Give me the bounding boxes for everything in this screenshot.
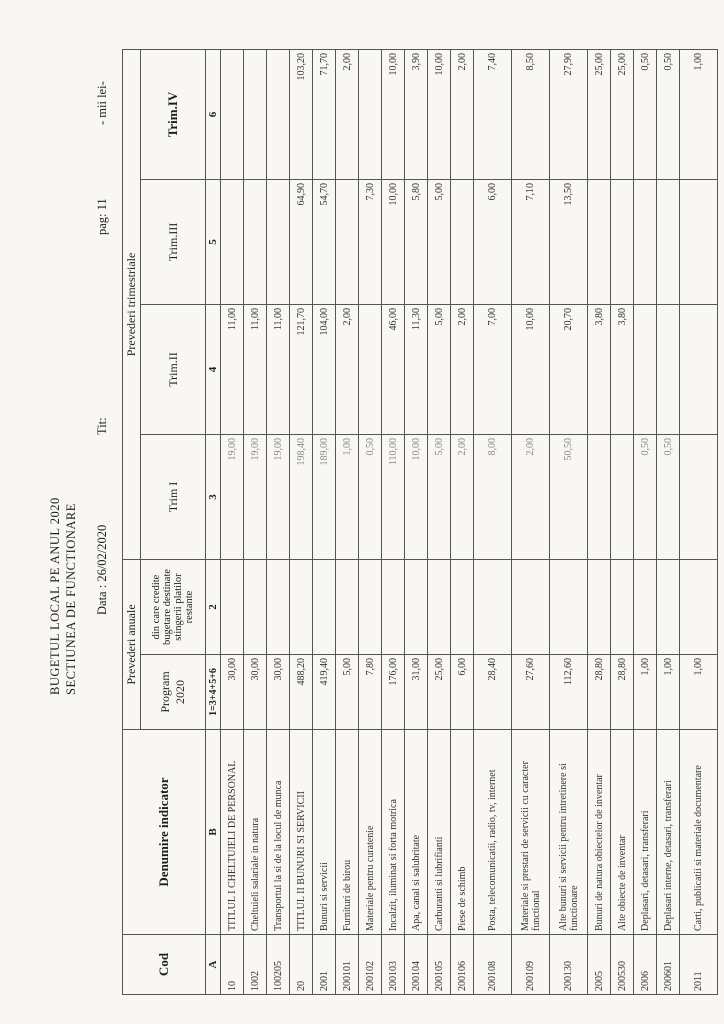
row-cod: 20 (290, 935, 313, 995)
row-din-care (313, 559, 336, 654)
row-din-care (588, 559, 611, 654)
row-denumire: Posta, telecomunicatii, radio, tv, internet (474, 730, 512, 935)
row-cod: 200109 (512, 935, 550, 995)
row-program: 28,40 (474, 655, 512, 730)
document-title: BUGETUL LOCAL PE ANUL 2020 (48, 497, 62, 695)
row-din-care (512, 559, 550, 654)
row-denumire: Carburanti si lubrifianti (428, 730, 451, 935)
row-trim4: 27,90 (550, 49, 588, 179)
row-din-care (611, 559, 634, 654)
row-trim1: 1,00 (336, 434, 359, 559)
row-din-care (382, 559, 405, 654)
row-cod: 200601 (657, 935, 680, 995)
row-trim4: 2,00 (451, 49, 474, 179)
row-din-care (550, 559, 588, 654)
row-trim3: 7,10 (512, 179, 550, 304)
col-header-trim1: Trim I (141, 434, 206, 559)
row-trim1: 19,00 (267, 434, 290, 559)
row-program: 1,00 (657, 655, 680, 730)
row-program: 5,00 (336, 655, 359, 730)
col-header-denumire: Denumire indicator (123, 730, 206, 935)
table-row (512, 49, 550, 994)
row-program: 112,60 (550, 655, 588, 730)
row-trim4: 10,00 (428, 49, 451, 179)
document-tit: Tit: (95, 417, 109, 435)
row-denumire: Carti, publicatii si materiale documentare (680, 730, 718, 935)
row-din-care (244, 559, 267, 654)
table-row (221, 49, 244, 994)
row-trim4 (267, 49, 290, 179)
row-din-care (474, 559, 512, 654)
row-trim1: 189,00 (313, 434, 336, 559)
row-program: 25,00 (428, 655, 451, 730)
row-trim3 (451, 179, 474, 304)
row-denumire: Materiale pentru curatenie (359, 730, 382, 935)
row-cod: 200106 (451, 935, 474, 995)
row-trim4: 2,00 (336, 49, 359, 179)
row-trim2 (680, 304, 718, 434)
table-row (680, 49, 718, 994)
row-trim4: 10,00 (382, 49, 405, 179)
col-header-cod: Cod (123, 935, 206, 995)
row-cod: 200108 (474, 935, 512, 995)
row-program: 7,80 (359, 655, 382, 730)
row-trim1 (588, 434, 611, 559)
row-program: 6,00 (451, 655, 474, 730)
row-trim1 (680, 434, 718, 559)
table-row (611, 49, 634, 994)
col-index-formula: 1=3+4+5+6 (206, 655, 221, 730)
row-cod: 1002 (244, 935, 267, 995)
row-din-care (451, 559, 474, 654)
row-cod: 200105 (428, 935, 451, 995)
table-row (290, 49, 313, 994)
col-index-6: 6 (206, 49, 221, 179)
table-row (359, 49, 382, 994)
col-index-4: 4 (206, 304, 221, 434)
row-cod: 2011 (680, 935, 718, 995)
row-din-care (680, 559, 718, 654)
row-trim4: 25,00 (611, 49, 634, 179)
row-trim2: 2,00 (451, 304, 474, 434)
document-date: Data : 26/02/2020 (95, 524, 109, 615)
row-trim2 (657, 304, 680, 434)
row-trim2: 11,00 (244, 304, 267, 434)
row-trim4: 1,00 (680, 49, 718, 179)
row-program: 30,00 (267, 655, 290, 730)
row-din-care (267, 559, 290, 654)
row-trim3 (657, 179, 680, 304)
row-trim4: 0,50 (657, 49, 680, 179)
row-trim1: 0,50 (359, 434, 382, 559)
row-denumire: Alte bunuri si servicii pentru intretinere si functionare (550, 730, 588, 935)
row-trim2: 3,80 (588, 304, 611, 434)
row-denumire: Alte obiecte de inventar (611, 730, 634, 935)
row-trim4: 103,20 (290, 49, 313, 179)
table-row (267, 49, 290, 994)
row-trim2: 5,00 (428, 304, 451, 434)
row-trim1: 110,00 (382, 434, 405, 559)
row-trim2: 46,00 (382, 304, 405, 434)
row-trim2: 121,70 (290, 304, 313, 434)
row-trim3: 6,00 (474, 179, 512, 304)
row-trim4: 7,40 (474, 49, 512, 179)
row-trim2 (634, 304, 657, 434)
row-trim4: 8,50 (512, 49, 550, 179)
col-header-trim4: Trim.IV (141, 49, 206, 179)
table-row (474, 49, 512, 994)
row-trim2: 7,00 (474, 304, 512, 434)
col-index-3: 3 (206, 434, 221, 559)
budget-table-body (221, 49, 718, 994)
row-program: 28,80 (588, 655, 611, 730)
row-cod: 200130 (550, 935, 588, 995)
row-trim3: 7,30 (359, 179, 382, 304)
row-trim1: 0,50 (634, 434, 657, 559)
row-trim3 (221, 179, 244, 304)
rotated-budget-sheet (40, 35, 704, 995)
row-trim3: 10,00 (382, 179, 405, 304)
row-trim3: 64,90 (290, 179, 313, 304)
row-din-care (336, 559, 359, 654)
row-din-care (359, 559, 382, 654)
row-trim2: 11,30 (405, 304, 428, 434)
row-trim4: 25,00 (588, 49, 611, 179)
row-trim3: 5,00 (428, 179, 451, 304)
table-row (382, 49, 405, 994)
row-trim3 (336, 179, 359, 304)
row-cod: 2005 (588, 935, 611, 995)
table-row (244, 49, 267, 994)
row-trim3 (244, 179, 267, 304)
table-row (657, 49, 680, 994)
row-trim3: 54,70 (313, 179, 336, 304)
document-page-number: pag: 11 (95, 198, 109, 235)
row-program: 488,20 (290, 655, 313, 730)
row-trim4: 3,90 (405, 49, 428, 179)
row-din-care (221, 559, 244, 654)
table-row (550, 49, 588, 994)
row-trim3 (634, 179, 657, 304)
row-din-care (405, 559, 428, 654)
row-denumire: Furnituri de birou (336, 730, 359, 935)
row-trim3: 13,50 (550, 179, 588, 304)
row-din-care (428, 559, 451, 654)
row-denumire: Apa, canal si salubritate (405, 730, 428, 935)
row-denumire: Incalzit, iluminat si forta motrica (382, 730, 405, 935)
row-trim4 (221, 49, 244, 179)
row-cod: 200101 (336, 935, 359, 995)
col-index-b: B (206, 730, 221, 935)
row-trim4: 0,50 (634, 49, 657, 179)
row-cod: 200103 (382, 935, 405, 995)
row-program: 28,80 (611, 655, 634, 730)
row-cod: 200530 (611, 935, 634, 995)
row-trim2: 10,00 (512, 304, 550, 434)
table-row (405, 49, 428, 994)
row-program: 176,00 (382, 655, 405, 730)
row-program: 1,00 (680, 655, 718, 730)
col-header-trim2: Trim.II (141, 304, 206, 434)
row-cod: 100205 (267, 935, 290, 995)
row-trim4 (359, 49, 382, 179)
row-trim2: 2,00 (336, 304, 359, 434)
table-row (428, 49, 451, 994)
row-trim2: 11,00 (221, 304, 244, 434)
row-trim3 (611, 179, 634, 304)
col-index-a: A (206, 935, 221, 995)
row-denumire: TITLUL II BUNURI SI SERVICII (290, 730, 313, 935)
row-denumire: Deplasari interne, detasari, transferari (657, 730, 680, 935)
row-din-care (657, 559, 680, 654)
row-denumire: Piese de schimb (451, 730, 474, 935)
row-trim1: 198,40 (290, 434, 313, 559)
row-din-care (290, 559, 313, 654)
col-index-5: 5 (206, 179, 221, 304)
row-trim1: 2,00 (512, 434, 550, 559)
row-trim1: 2,00 (451, 434, 474, 559)
row-trim1 (611, 434, 634, 559)
document-unit: - mii lei- (95, 81, 109, 125)
row-trim1: 19,00 (221, 434, 244, 559)
row-trim2: 3,80 (611, 304, 634, 434)
row-denumire: Bunuri si servicii (313, 730, 336, 935)
row-trim1: 0,50 (657, 434, 680, 559)
col-header-trim3: Trim.III (141, 179, 206, 304)
table-row (588, 49, 611, 994)
row-denumire: Deplasari, detasari, transferari (634, 730, 657, 935)
row-program: 30,00 (244, 655, 267, 730)
col-header-prevederi-trimestriale: Prevederi trimestriale (123, 49, 141, 559)
col-index-2: 2 (206, 559, 221, 654)
table-row (634, 49, 657, 994)
row-cod: 200102 (359, 935, 382, 995)
row-program: 27,60 (512, 655, 550, 730)
row-denumire: Cheltuieli salariale in natura (244, 730, 267, 935)
row-denumire: Materiale si prestari de servicii cu caracter functional (512, 730, 550, 935)
row-trim3 (267, 179, 290, 304)
row-denumire: Bunuri de natura obiectelor de inventar (588, 730, 611, 935)
row-trim3 (680, 179, 718, 304)
row-trim1: 50,50 (550, 434, 588, 559)
row-trim1: 10,00 (405, 434, 428, 559)
document-subtitle: SECTIUNEA DE FUNCTIONARE (64, 503, 78, 695)
row-cod: 2001 (313, 935, 336, 995)
row-cod: 2006 (634, 935, 657, 995)
row-program: 1,00 (634, 655, 657, 730)
row-trim2: 11,00 (267, 304, 290, 434)
col-header-prevederi-anuale: Prevederi anuale (123, 559, 141, 729)
row-denumire: TITLUL I CHELTUIELI DE PERSONAL (221, 730, 244, 935)
row-program: 31,00 (405, 655, 428, 730)
row-trim3 (588, 179, 611, 304)
table-row (313, 49, 336, 994)
row-trim2 (359, 304, 382, 434)
row-trim3: 5,80 (405, 179, 428, 304)
row-trim2: 20,70 (550, 304, 588, 434)
row-cod: 10 (221, 935, 244, 995)
row-trim4: 71,70 (313, 49, 336, 179)
row-din-care (634, 559, 657, 654)
row-program: 419,40 (313, 655, 336, 730)
row-trim1: 8,00 (474, 434, 512, 559)
table-row (451, 49, 474, 994)
row-trim2: 104,00 (313, 304, 336, 434)
row-denumire: Transportul la si de la locul de munca (267, 730, 290, 935)
row-trim1: 5,00 (428, 434, 451, 559)
col-header-program: Program 2020 (141, 655, 206, 730)
table-row (336, 49, 359, 994)
row-program: 30,00 (221, 655, 244, 730)
col-header-din-care: din care credite bugetare destinate stingerii platilor restante (141, 559, 206, 654)
row-trim1: 19,00 (244, 434, 267, 559)
row-cod: 200104 (405, 935, 428, 995)
budget-table (122, 49, 718, 995)
row-trim4 (244, 49, 267, 179)
